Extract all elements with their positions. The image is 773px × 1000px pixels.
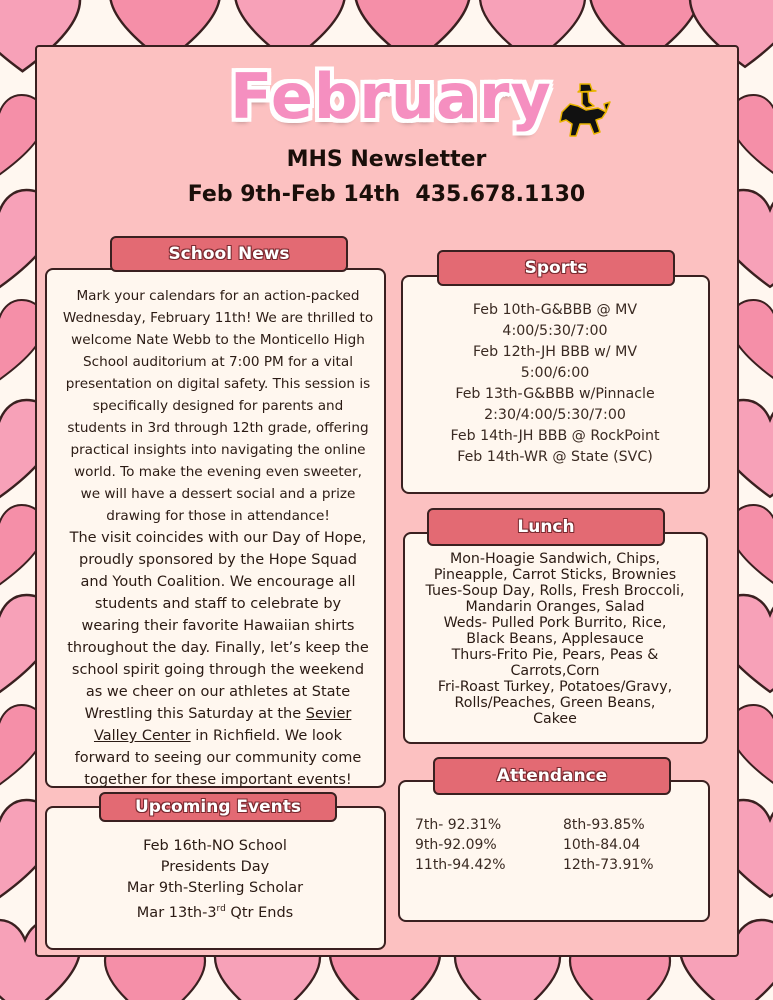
title-area xyxy=(230,60,552,150)
sports-line: 4:00/5:30/7:00 xyxy=(502,323,608,339)
sports-line: Feb 12th-JH BBB w/ MV xyxy=(472,344,638,360)
sports-line: 5:00/6:00 xyxy=(520,365,590,381)
news-line: The visit coincides with our Day of Hope, xyxy=(69,530,367,546)
lunch-line: Thurs-Frito Pie, Pears, Peas & xyxy=(451,647,659,663)
news-line: we will have a dessert social and a prize xyxy=(80,486,356,502)
news-line: wearing their favorite Hawaiian shirts xyxy=(81,618,355,634)
event-line: Presidents Day xyxy=(160,859,270,875)
news-line: world. To make the evening even sweeter, xyxy=(74,464,362,480)
attendance-row xyxy=(415,835,695,855)
lunch-line: Weds- Pulled Pork Burrito, Rice, xyxy=(443,615,667,631)
month-title: February xyxy=(230,60,552,133)
attendance-cell: 8th-93.85% xyxy=(563,817,645,833)
news-line: forward to seeing our community come xyxy=(74,750,362,766)
sports-line: Feb 14th-WR @ State (SVC) xyxy=(457,449,653,465)
newsletter-title: MHS Newsletter xyxy=(286,147,487,172)
news-line: practical insights into navigating the online xyxy=(70,442,366,458)
news-line: School auditorium at 7:00 PM for a vital xyxy=(83,354,353,370)
event-line-suffix: Qtr Ends xyxy=(225,904,294,921)
news-line: school spirit going through the weekend xyxy=(71,662,365,678)
news-line: and Youth Coalition. We encourage all xyxy=(80,574,356,590)
news-line: throughout the day. Finally, let’s keep the xyxy=(67,640,369,656)
news-line: Mark your calendars for an action-packed xyxy=(76,288,360,304)
attendance-row xyxy=(415,855,695,875)
lunch-line: Tues-Soup Day, Rolls, Fresh Broccoli, xyxy=(425,583,685,599)
lunch-text xyxy=(405,551,705,727)
attendance-cell: 7th- 92.31% xyxy=(415,817,502,833)
sports-text xyxy=(403,300,707,468)
sevier-valley-link-cont[interactable]: Valley Center xyxy=(93,728,191,744)
lunch-heading: Lunch xyxy=(427,508,665,546)
attendance-cell: 10th-84.04 xyxy=(563,837,641,853)
event-line: Feb 16th-NO School xyxy=(143,838,287,854)
cowboy-bronco-icon xyxy=(556,82,612,144)
lunch-line: Rolls/Peaches, Green Beans, xyxy=(454,695,656,711)
news-line: presentation on digital safety. This session is xyxy=(65,376,371,392)
news-line: students and staff to celebrate by xyxy=(94,596,342,612)
news-line: welcome Nate Webb to the Monticello High xyxy=(71,332,365,348)
sports-line: Feb 14th-JH BBB @ RockPoint xyxy=(450,428,660,444)
lunch-line: Black Beans, Applesauce xyxy=(466,631,644,647)
lunch-line: Pineapple, Carrot Sticks, Brownies xyxy=(433,567,677,583)
event-line: Mar 9th-Sterling Scholar xyxy=(126,880,304,896)
school-news-heading: School News xyxy=(110,236,348,272)
events-heading: Upcoming Events xyxy=(99,792,337,822)
news-line: Wrestling this Saturday at the xyxy=(84,706,302,722)
news-line: Wednesday, February 11th! We are thrilled to xyxy=(62,310,374,326)
lunch-line: Cakee xyxy=(533,711,577,727)
dates-phone: Feb 9th-Feb 14th 435.678.1130 xyxy=(187,182,586,207)
lunch-line: Carrots,Corn xyxy=(510,663,600,679)
event-sup: rd xyxy=(216,904,226,914)
school-news-text xyxy=(53,285,383,791)
news-line: together for these important events! xyxy=(84,772,352,788)
lunch-line: Fri-Roast Turkey, Potatoes/Gravy, xyxy=(437,679,673,695)
attendance-row xyxy=(415,815,695,835)
news-line: as we cheer on our athletes at State xyxy=(85,684,351,700)
lunch-line: Mandarin Oranges, Salad xyxy=(465,599,645,615)
events-text xyxy=(47,836,383,924)
news-line: specifically designed for parents and xyxy=(92,398,344,414)
news-line: drawing for those in attendance! xyxy=(106,508,330,524)
event-line: Mar 13th-3 xyxy=(136,904,217,921)
news-line: students in 3rd through 12th grade, offering xyxy=(67,420,369,436)
attendance-cell: 9th-92.09% xyxy=(415,837,497,853)
lunch-line: Mon-Hoagie Sandwich, Chips, xyxy=(449,551,661,567)
attendance-cell: 12th-73.91% xyxy=(563,857,654,873)
attendance-table xyxy=(415,815,695,875)
news-line: proudly sponsored by the Hope Squad xyxy=(79,552,357,568)
attendance-heading: Attendance xyxy=(433,757,671,795)
sports-line: Feb 13th-G&BBB w/Pinnacle xyxy=(455,386,655,402)
news-line: in Richfield. We look xyxy=(190,728,343,744)
attendance-cell: 11th-94.42% xyxy=(415,857,506,873)
sports-heading: Sports xyxy=(437,250,675,286)
sports-line: Feb 10th-G&BBB @ MV xyxy=(472,302,638,318)
sevier-valley-link[interactable]: Sevier xyxy=(305,706,352,722)
sports-line: 2:30/4:00/5:30/7:00 xyxy=(484,407,626,423)
